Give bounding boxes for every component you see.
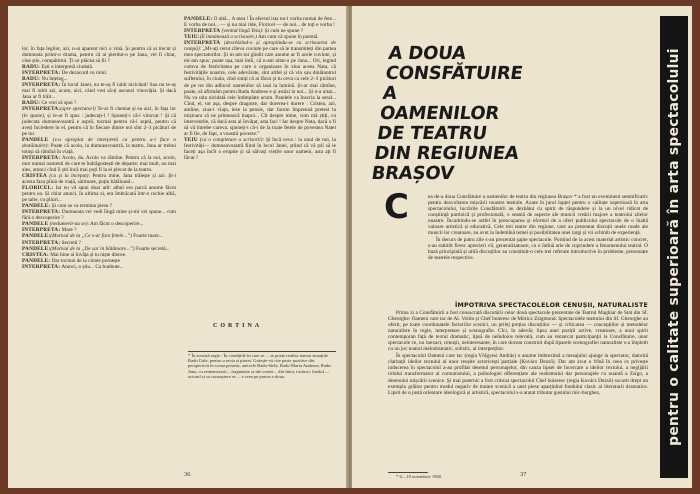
title-line: OAMENILOR [378, 103, 501, 124]
spoken-text: : „Mi-ați cerut cîteva cuvinte pe care să le transmiteți din partea mea spectatorilor. Și m-am tot gîndit care anume ar fi acele cuvinte, și mi-am spus: poate ușa, mai întîi, că n-am uitat-o pe Jana... Ori, legind cumva de festivitatea pe care o organizase în ziua aceea Nata, că festivitățile noastre, cele adevărate, sînt altfel și că vin sau dinlăuntrul sufletului, în ciuda, cînd simți că ai făcut și tu ceva ca cele 2–3 picături de pe tot din adîncul oamenilor să iasă la lumină. Și-ar mai rămîne, poate, să afirmăm pentru Radu Andrese e și astăzi la noi... Și n-a uitat... Nu va uita nicidată cele întîmplate acum. Pandele va înscria la seral... Cînd, ei, tot așa, despre dragoste, dar durerea-i durere : Cristea, azi, amîine, ziua-i viața, iese la pensie, dar facem împreună pretest la mișioara să ne primească înapoi... Cît despre mine, cum mă știți, cu interventile, că dacă asta ai învățat, asta faci ! Iar despre Nata, dacă o fi să vă întrebe careva, spuneți-i că-i de la toate fetele de povestea Natei ar fi fie, de fapt, a voastră poveste.” [184, 46, 336, 137]
spoken-text: Mai bine ai învăța și tu niște diecee. [48, 251, 127, 258]
vertical-banner [660, 16, 688, 478]
spoken-text: Dar tocmai de la cintee pornește [50, 257, 120, 264]
spoken-text: Dumneata vei vedi lîngă mine și-mi vei spune... cum fără o descoperire ? [22, 209, 176, 222]
spoken-text: Foarte mare... [131, 233, 163, 240]
section-paragraph: Prima zi a Consfătuirii a fost consacrată discutării celor două spectacole prezentate de Teatrul Maghiar de Stat din Sf. Gheorghe: Oameni care tac de Al. Voitin și Chef boieresc de Móricz Zsigmond. Spectacolele teatrului din Sf. Gheorghe au oferit, pe toate coordonatele factorilor scenici, un prilej prețios discuțiilor — și criticarea — concepțiilor și metodelor naturaliste în regie, interpretare și scenografie. Cîci, în adevăr, lipsa unei poziții active, creatoare, a unui spirit contemporan față de textul dramatic, lipsă de neîndoios relevată, cum au remarcat participanții la Consfătuire, unor spectacole ce, nu inexact, cenușii, neinteresante, în care doceat construit după tiparele scenografiei naturaliste s-a împletit cu un joc teatral melodramatic, solistic, al interpreților. [388, 310, 648, 353]
speaker-name: INTERPRETA: [22, 82, 61, 89]
speaker-name: PANDELE: [22, 257, 51, 264]
spoken-text: În locul Janei, nu te-aș fi iubit nicicând! Sau nu te-aș mai fi iubit azi, acum, aici, când vrei să-ți ascunzi vinovăția. Și dacă Jana ar fi trăit... [22, 82, 176, 101]
speaker-name: INTERPRETA: [22, 154, 61, 161]
spoken-text: : Poate că acolo, la dumneavoastră, la teatru, Jana ar trebui totuși să rămînă în viață. [22, 142, 176, 155]
right-footnote: * 6—10 noiembrie 1960. [396, 474, 443, 479]
title-line: DIN REGIUNEA BRAȘOV [370, 143, 521, 184]
spoken-text: Ești o interpretă ciudată. [40, 64, 94, 71]
speaker-name: INTERPRETA: [22, 263, 61, 270]
spoken-text: De dezacord cu rolul. [60, 70, 108, 77]
stage-direction: (nedumerit-au se) [48, 221, 88, 228]
title-line: A [381, 83, 399, 104]
spoken-text: Ce vrei să spui ? [40, 100, 77, 107]
stage-direction: (s-a apropiat de interpretă ca pentru a-i face o destăinuire) [22, 136, 176, 149]
dialogue-line [22, 209, 176, 221]
spoken-text: O altă... A mea ! În efectul ista nu-i vorba numai de fete... E vorba de noi... — și nu mai ride, Floricel — de noi... de toți e vorba ! [184, 16, 336, 29]
drop-cap: C [384, 187, 409, 227]
spoken-text: Foarte secretă... [134, 245, 170, 252]
speaker-name: RADU: [22, 64, 41, 71]
stage-direction: (ca și la început) [46, 172, 89, 179]
spoken-text: : Și cum ne spune ? [261, 28, 304, 35]
speaker-name: PANDELE: [22, 203, 51, 210]
stage-direction: (spre spectatori) [60, 106, 96, 113]
speaker-name: TEIU: [184, 34, 200, 41]
speaker-name: PANDELE: [22, 233, 51, 240]
dialogue-line [184, 137, 336, 161]
dialogue-line [22, 264, 176, 270]
section-heading: ÎMPOTRIVA SPECTACOLELOR CENUȘII, NATURALISTE [455, 302, 648, 309]
speaker-name: FLORICEL: [22, 185, 54, 192]
intro-body [428, 194, 648, 263]
title-line: DE TEATRU [375, 123, 489, 144]
dialogue-line [22, 82, 176, 100]
footnote-separator [188, 351, 336, 352]
right-footnote-separator [388, 472, 428, 473]
dialogue-line [22, 185, 176, 203]
dialogue-line [22, 46, 176, 64]
spoken-text: Atunci, o știu... Ca bunbute... [60, 263, 124, 270]
stage-direction: (Motivul de la „Ce s-ar face fetele...”) [50, 233, 132, 240]
speaker-name: INTERPRETA: [22, 209, 61, 216]
spoken-text: Nu înțeleg... [40, 76, 68, 83]
left-footnote: * În această regie : În condițiile în care se ... se poate realiza numai situațiile Radu Gale, pentru a recta și piesei. Grăește-vă cite peste pozitive din perspectivă în scena prezent, anexele Radu-Stela, Radu-Maria Andreea, Radu-Jana, cu rememorarii... fragmente și-ale scenei... din Intra, inclusiv finalul — actorul și sa cunoaștere se ... a ceea pe partea a doua. [188, 353, 333, 379]
spoken-text: : Și încă ceva : la unul de noi, la festivități— dumneavoastră fiind în locul Janei, știind că vă știi să le faceți așa încît o eruptie și să sălvați viețile unor oameni, asta ați fi făcut ? [184, 136, 336, 162]
dialogue-line [22, 173, 176, 185]
speaker-name: INTERPRETA: [22, 239, 61, 246]
left-page-column-1 [22, 46, 176, 270]
speaker-name: INTERPRETA: [22, 227, 61, 234]
curtain-label: CORTINA [213, 323, 263, 329]
stage-direction: (Motivul de la „De sar în bătătoare...”) [50, 245, 135, 252]
left-page-number: 36 [184, 471, 191, 478]
speaker-name: INTERPRETA: [22, 70, 61, 77]
spoken-text: , și le-ar fi spus [43, 112, 82, 119]
dialogue-line [184, 40, 336, 137]
speaker-name: INTERPRETA: [22, 106, 61, 113]
stage-direction: (venind lîngă Teiu) [220, 28, 262, 35]
spoken-text: Secretă ? [60, 239, 81, 246]
section-body [388, 310, 648, 397]
spoken-text: Mare ? [60, 227, 77, 234]
spoken-text: lor, în fața legilor, azi, n-ai aparent nici o vină. Și pentru că ai trecut și dumneata printr-o drama, pentru că ai pierdut-o pe Jana, vei fi chiar, cine știe, compătimit. Ți-ar plăcea să fii ? [22, 46, 176, 65]
vertical-banner-text: pentru o calitate superioară în arta spectacolului [666, 48, 682, 446]
speaker-name: TEIU [184, 136, 198, 143]
spoken-text: Te-ar fi chemat și ea aici, în fața lor [95, 106, 176, 113]
dialogue-line [184, 16, 336, 28]
speaker-name: CRISTEA: [22, 251, 49, 258]
speaker-name: RADU: [22, 76, 41, 83]
section-paragraph: În spectacolul Oameni care tac (regia Völgyesi András) o anume îmbrezimă a mesajului ajunge la spectator, datorită claritații ideilor textului al unor reușite actoricești parțiale (Kovács Dezső). Dar am avut o frînă în ceea ce privește inducerea în spectacolul a-au profilat desenul personajelor, din cauza lipsei de încercare a ideilor textului, a negljării rolului transformator al comunistului, a psihologiei diferențiate ale realismului dar personajele cu nuantă a Zsigo, a desenului mișcării scenice. Și mai puternic a fost criticat spectacolul Chef boieresc (regia Kovács Dezső) socotit drept un exemplu grăitor pentru modul negativ de tratare scenică a unei piese aparținînd fondului clasic al literaturii dramatice. Lipsit de o justă orientare ideologică și artistică, spectacolul s-a aratat tributar gustului mic-burghez, [388, 353, 648, 396]
speaker-name: PANDELE [22, 136, 49, 143]
speaker-name: CRISTEA [22, 172, 47, 179]
article-title [370, 44, 610, 184]
spoken-text: Acolo, da. Acolo va rămîne. Pentru că la noi, acolo, mor numai oamenii de care te îndrăgostești de departe; mai mult, nu mai ales, atunci cînd îi știi încă mai poți fi la ei plecat de la teatru. [22, 154, 176, 173]
speaker-name: INTERPRETA [184, 28, 221, 35]
right-page [352, 6, 692, 488]
left-page-column-2 [184, 16, 336, 161]
spoken-text: : judecați-l ! Spuneți-i că-i vinovat ! Și că judecata dumneavoastră e aspră, tocmai pentru că-i aspră, pentru că aveți încredere în el, pentru că în fiecare dintre noi sînt 2–3 picături de pe tot. [22, 112, 176, 137]
speaker-name: INTERPRETA [184, 40, 221, 47]
intro-paragraph: ea de-a doua Consfătuire a oamenilor de teatru din regiunea Brașov * a fost un eveniment semnificativ pentru dezvoltarea mișcării noastre teatrale. Axate în jurul lupței pentru o calitate superioară în arta spectacolului, lucrările Consfătuirii au dezbătut cu spirit de răspundere și la un nivel ridicat de conștiință partinică și profesională, o seamă de aspecte ale muncii creării majore a teatrului zilelor noastre. Încadrindu-se astfel în preocuparea și eforturi de a oferi publicului spectacole de o înaltă valoare artistică și educativă. Cele trei teatre din regiune, care au prezentat discuții unele roade ale muncii lor creatoare, au avut la îndemînă temei și posibilitatea unei largi și vii schimb de experiență. [428, 194, 648, 237]
stage-direction: (le spune) [22, 112, 44, 119]
speaker-name: PANDELE: [184, 16, 213, 22]
spoken-text: : Pentru mine, Jana trăiește și azi. Și-i acesta faza plină de viață, sărituare, puțin bătăioasă... [22, 172, 176, 186]
spoken-text: Am cum vă spune în poemă. [256, 34, 319, 41]
stage-direction: (Îi înmânează o scrisoare.) [199, 34, 257, 41]
spoken-text: Iar eu vă spun doar atît: albul era parcă anume făcut pentru ea. Și chiar atunci, în ultima zi, era îmbrăcată într-o rochie albă, pe talie, cu pliuri... [22, 185, 176, 204]
left-page [8, 6, 348, 488]
intro-paragraph: În decurs de patru zile s-au prezentat șapte spectacole. Pornind de la acest material artistic concret, s-au stabilit firesc aprecieri vii, generalizatoare, cu o întînă arie de cuprindere a fenomenului teatral. O bază principială și utilă discuțiilor au constituit-o cele trei referate introductive în probleme, prezentate de teatrele respective. [428, 237, 648, 262]
speaker-name: RADU: [22, 100, 41, 107]
title-line: CONSFĂTUIRE [384, 63, 525, 84]
dialogue-line [22, 106, 176, 136]
speaker-name: PANDELE [22, 221, 49, 228]
dialogue-line [22, 155, 176, 173]
dialogue-line [22, 137, 176, 155]
stage-direction: (ca o completare a scrisorii) [197, 136, 263, 143]
spoken-text: Și cum se va termina piesa ? [50, 203, 112, 210]
title-line: A DOUA [387, 43, 468, 64]
spoken-text: : Am făcut o descoperire... [87, 221, 144, 228]
stage-direction: (deschizînd-o și apropiindu-se cu scrisoarea de rampă) [184, 40, 336, 53]
right-page-number: 37 [520, 471, 527, 478]
speaker-name: PANDELE: [22, 245, 51, 252]
